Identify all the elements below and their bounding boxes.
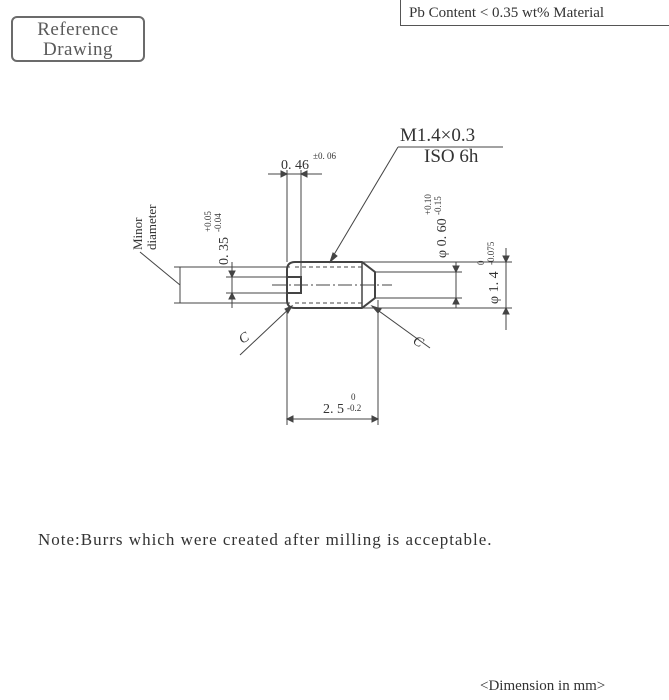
reference-label-line2: Drawing [43, 39, 113, 60]
units-note: <Dimension in mm> [480, 678, 606, 694]
thread-spec: M1.4×0.3 [400, 125, 476, 146]
length-arrow-right [372, 416, 378, 422]
point-arrow-bottom [453, 298, 459, 304]
thread-tolerance: ISO 6h [424, 146, 479, 167]
major-dia-value: φ 1. 4 [487, 271, 502, 304]
thread-leader [332, 147, 398, 258]
major-dia-tol-lower: -0.075 [486, 241, 496, 265]
major-arrow-top [503, 256, 509, 262]
slot-width-value: 0. 46 [281, 158, 309, 173]
slot-depth-tol-upper: +0.05 [203, 211, 213, 232]
chamfer-label-left: C [236, 329, 253, 348]
point-dia-value: φ 0. 60 [435, 218, 450, 258]
major-dia-tol-upper: 0 [476, 260, 486, 265]
chamfer-leader-left [240, 306, 292, 355]
minor-label-2: diameter [144, 204, 159, 250]
point-dia-tol-lower: -0.15 [433, 196, 443, 215]
depth-arrow-top [229, 271, 235, 277]
reference-label-line1: Reference [37, 19, 119, 40]
length-value: 2. 5 [323, 402, 344, 417]
length-tol-upper: 0 [351, 392, 356, 402]
point-arrow-top [453, 266, 459, 272]
thread-leader-arrow [330, 253, 337, 262]
minor-label-1: Minor [130, 217, 145, 250]
length-arrow-left [287, 416, 293, 422]
major-arrow-bottom [503, 308, 509, 314]
chamfer-label-right: C [410, 333, 426, 352]
slot-depth-tol-lower: -0.04 [213, 213, 223, 232]
depth-arrow-bottom [229, 293, 235, 299]
minor-leader [140, 252, 180, 285]
note-text: Note:Burrs which were created after milling is acceptable. [38, 530, 493, 549]
point-dia-tol-upper: +0.10 [423, 194, 433, 215]
slot-depth-value: 0. 35 [217, 237, 232, 265]
length-tol-lower: -0.2 [347, 403, 362, 413]
material-note-box: Pb Content < 0.35 wt% Material [400, 0, 669, 26]
slot-width-tol: ±0. 06 [313, 151, 336, 161]
